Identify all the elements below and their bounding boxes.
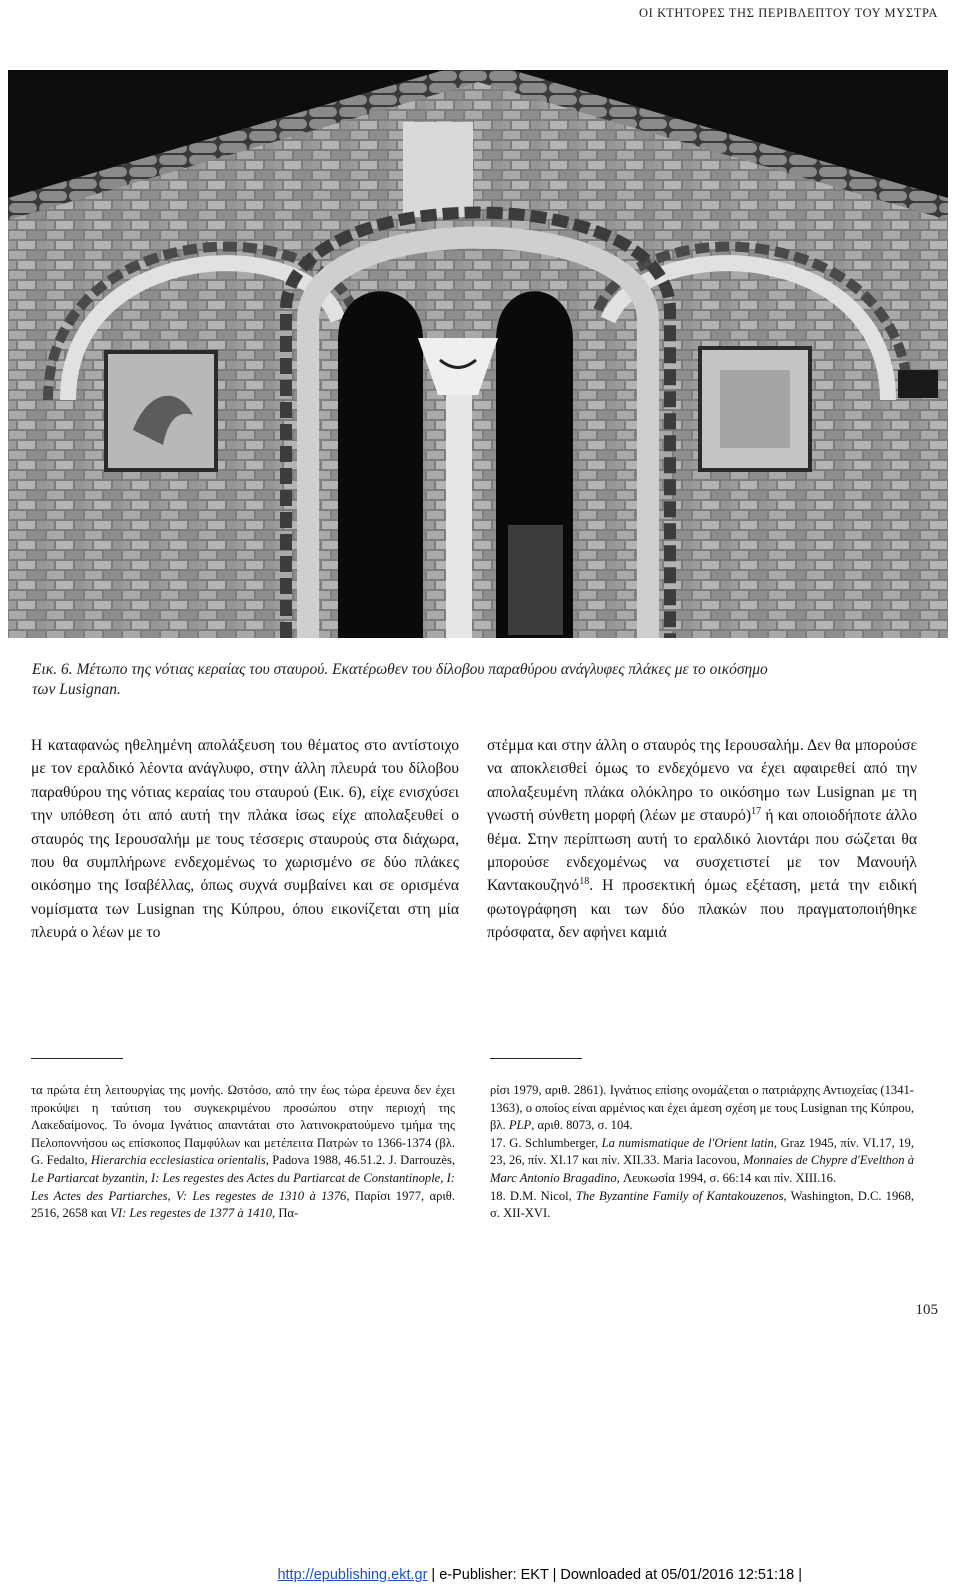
footnote-divider — [31, 1058, 123, 1059]
footnote-ref-18: 18 — [579, 876, 590, 888]
caption-line-1: Εικ. 6. Μέτωπο της νότιας κεραίας του σταυρού. Εκατέρωθεν του δίλοβου παραθύρου ανάγλυφες πλάκες με το οικόσημο — [32, 661, 768, 678]
figure-photograph — [8, 70, 948, 638]
footnote-ref-17: 17 — [751, 806, 762, 818]
footnote-18: 18. D.M. Nicol, The Byzantine Family of Kantakouzenos, Washington, D.C. 1968, σ. XII-XVI. — [490, 1188, 915, 1221]
footnote-16-continued: τα πρώτα έτη λειτουργίας της μονής. Ωστόσο, από την έως τώρα έρευνα δεν έχει προκύψει η ταύτιση του συγκεκριμένου προσώπου στην περιοχή της Λακεδαίμονος. Το όνομα Ιγνάτιος απαντάται στο λατινοκρατούμενο τμήμα της Πελοποννήσου ως επίσκοπος Παμφύλων και μετέπειτα Πατρών το 1366-1374 (βλ. G. Fedalto, Hierarchia ecclesiastica orientalis, Padova 1988, 46.51.2. J. Darrouzès, Le Partiarcat byzantin, I: Les regestes des Actes du Partiarcat de Constantinople, I: Les Actes des Partiarches, V: Les regestes de 1310 à 1376, Παρίσι 1977, αριθ. 2516, 2658 και VI: Les regestes de 1377 à 1410, Πα- — [31, 1083, 455, 1221]
footnote-divider — [490, 1058, 582, 1059]
body-right-text: ή και οποιοδήποτε άλλο θέμα. Στην περίπτωση αυτή το εραλδικό λιοντάρι που σώζεται θα μπορούσε ενδεχομένως να συσχετιστεί με τον Μανουήλ Καντακουζηνό — [487, 807, 917, 895]
body-right-text: . Η προσεκτική όμως εξέταση, μετά την ειδική φωτογράφηση και των δύο πλακών που πραγματοποιήθηκε πρόσφατα, δεν αφήνει καμιά — [487, 877, 917, 942]
body-right-text: στέμμα και στην άλλη ο σταυρός της Ιερουσαλήμ. Δεν θα μπορούσε να αποκλεισθεί όμως το ενδεχόμενο να έχει αφαιρεθεί από την απολαξευμένη πλάκα ολόκληρο το οικόσημο των Lusignan με τη γνωστή σύνθετη μορφή (λέων με σταυρό) — [487, 737, 917, 825]
body-text-left-column: Η καταφανώς ηθελημένη απολάξευση του θέματος στο αντίστοιχο με τον εραλδικό λέοντα ανάγλυφο, στην άλλη πλευρά του δίλοβου παραθύρου της νότιας κεραίας του σταυρού (Εικ. 6), είχε ενισχύσει την υπόθεση ότι από αυτή την πλάκα ίσως είχε απολαξευθεί ο σταυρός της Ιερουσαλήμ με τους τέσσερις σταυρούς στα διάχωρα, που θα συμπλήρωνε ενδεχομένως το χωρισμένο σε δύο πλάκες οικόσημο της Ισαβέλλας, όπως συχνά συμβαίνει και σε ορισμένα νομίσματα των Lusignan της Κύπρου, όπου εικονίζεται στη μία πλευρά ο λέων με το — [31, 737, 459, 942]
page-number: 105 — [915, 1302, 938, 1318]
footnotes-right-column — [490, 1082, 914, 1223]
running-head: ΟΙ ΚΤΗΤΟΡΕΣ ΤΗΣ ΠΕΡΙΒΛΕΠΤΟΥ ΤΟΥ ΜΥΣΤΡΑ — [638, 6, 938, 20]
caption-line-2: των Lusignan. — [32, 681, 121, 698]
body-text-right-column — [487, 734, 917, 945]
footnote-17: 17. G. Schlumberger, La numismatique de l'Orient latin, Graz 1945, πίν. VI.17, 19, 23, 26, πίν. XI.17 και πίν. XII.33. Maria Iacovou, Monnaies de Chypre d'Evelthon à Marc Antonio Bragadino, Λευκωσία 1994, σ. 66:14 και πίν. XIII.16. — [490, 1135, 914, 1185]
figure-caption — [32, 660, 932, 700]
footnote-16-end: ρίσι 1979, αριθ. 2861). Ιγνάτιος επίσης ονομάζεται ο πατριάρχης Αντιοχείας (1341-1363), ο οποίος είναι αρμένιος και έχει άμεση σχέση με τους Lusignan της Κύπρου, βλ. PLP, αριθ. 8073, σ. 104. — [490, 1083, 914, 1133]
epublishing-link[interactable]: http://epublishing.ekt.gr — [277, 1567, 428, 1583]
footnotes-left-column — [31, 1082, 455, 1223]
footer-text: | e-Publisher: EKT | Downloaded at 05/01/2016 12:51:18 | — [427, 1567, 802, 1583]
download-footer — [0, 1567, 960, 1583]
